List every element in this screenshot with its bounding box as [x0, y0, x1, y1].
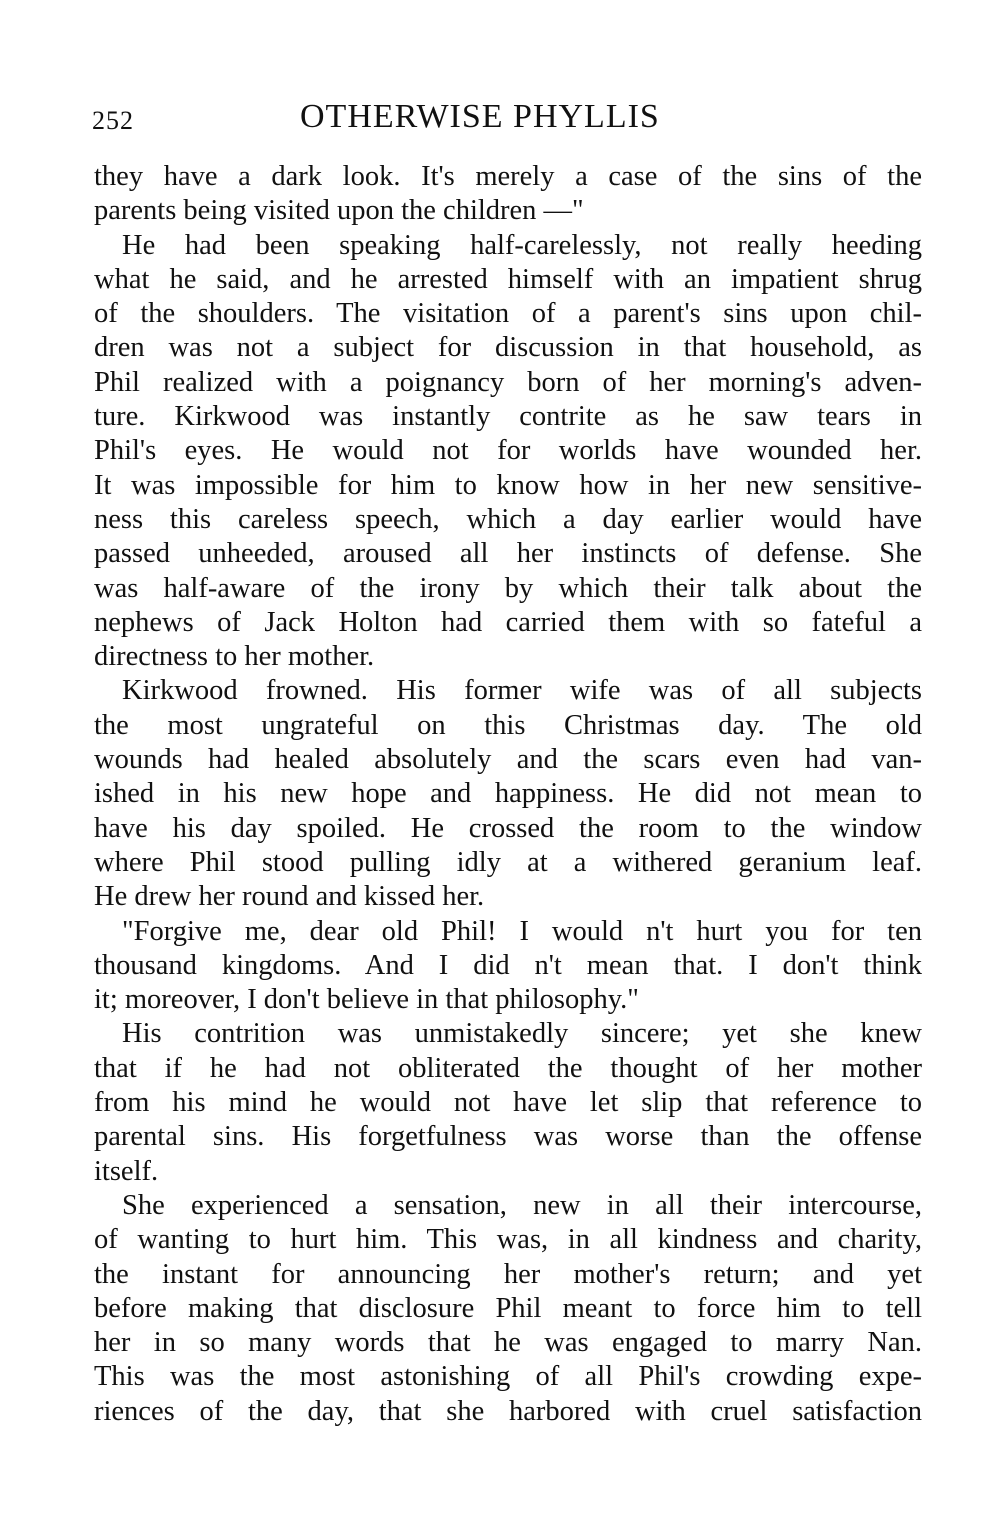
text-line: her in so many words that he was engaged to marry Nan. — [94, 1327, 922, 1359]
text-line: that if he had not obliterated the thought of her mother — [94, 1052, 922, 1084]
text-line: parents being visited upon the children —" — [94, 195, 584, 227]
text-line: riences of the day, that she harbored with cruel satisfaction — [94, 1395, 922, 1427]
text-line: nephews of Jack Holton had carried them with so fateful a — [94, 606, 922, 638]
text-line: thousand kingdoms. And I did n't mean that. I don't think — [94, 949, 922, 981]
text-line: of the shoulders. The visitation of a parent's sins upon chil- — [94, 298, 922, 330]
text-line: itself. — [94, 1155, 159, 1187]
text-line: It was impossible for him to know how in her new sensitive- — [94, 469, 922, 501]
text-line: wounds had healed absolutely and the scars even had van- — [94, 744, 922, 776]
text-line: they have a dark look. It's merely a case of the sins of the — [94, 161, 922, 192]
text-line: ness this careless speech, which a day earlier would have — [94, 503, 922, 535]
text-line: was half-aware of the irony by which their talk about the — [94, 572, 922, 604]
text-line: He had been speaking half-carelessly, not really heeding — [122, 229, 922, 261]
text-line: His contrition was unmistakedly sincere; yet she knew — [122, 1018, 922, 1050]
text-line: dren was not a subject for discussion in that household, as — [94, 332, 922, 364]
text-line: Phil's eyes. He would not for worlds have wounded her. — [94, 435, 922, 467]
text-line: have his day spoiled. He crossed the room to the window — [94, 812, 922, 844]
text-line: of wanting to hurt him. This was, in all kindness and charity, — [94, 1224, 922, 1256]
running-title: OTHERWISE PHYLLIS — [300, 98, 660, 135]
page-header — [92, 98, 922, 142]
text-line: "Forgive me, dear old Phil! I would n't hurt you for ten — [122, 915, 922, 947]
text-line: from his mind he would not have let slip that reference to — [94, 1087, 922, 1119]
text-line: ture. Kirkwood was instantly contrite as he saw tears in — [94, 401, 922, 433]
text-line: the instant for announcing her mother's return; and yet — [94, 1258, 922, 1290]
text-line: Kirkwood frowned. His former wife was of all subjects — [122, 675, 922, 707]
body-text — [94, 160, 922, 1429]
text-line: She experienced a sensation, new in all their intercourse, — [122, 1189, 922, 1221]
text-line: what he said, and he arrested himself with an impatient shrug — [94, 263, 922, 295]
text-line: directness to her mother. — [94, 641, 375, 673]
text-line: He drew her round and kissed her. — [94, 881, 485, 913]
text-line: it; moreover, I don't believe in that philosophy." — [94, 984, 639, 1016]
text-line: Phil realized with a poignancy born of her morning's adven- — [94, 366, 922, 398]
text-line: before making that disclosure Phil meant to force him to tell — [94, 1292, 922, 1324]
text-line: parental sins. His forgetfulness was worse than the offense — [94, 1121, 922, 1153]
text-line: passed unheeded, aroused all her instincts of defense. She — [94, 538, 922, 570]
text-line: the most ungrateful on this Christmas day. The old — [94, 709, 922, 741]
text-line: where Phil stood pulling idly at a withered geranium leaf. — [94, 846, 922, 878]
page-number: 252 — [92, 106, 134, 135]
text-line: This was the most astonishing of all Phil's crowding expe- — [94, 1361, 922, 1393]
text-line: ished in his new hope and happiness. He did not mean to — [94, 778, 922, 810]
